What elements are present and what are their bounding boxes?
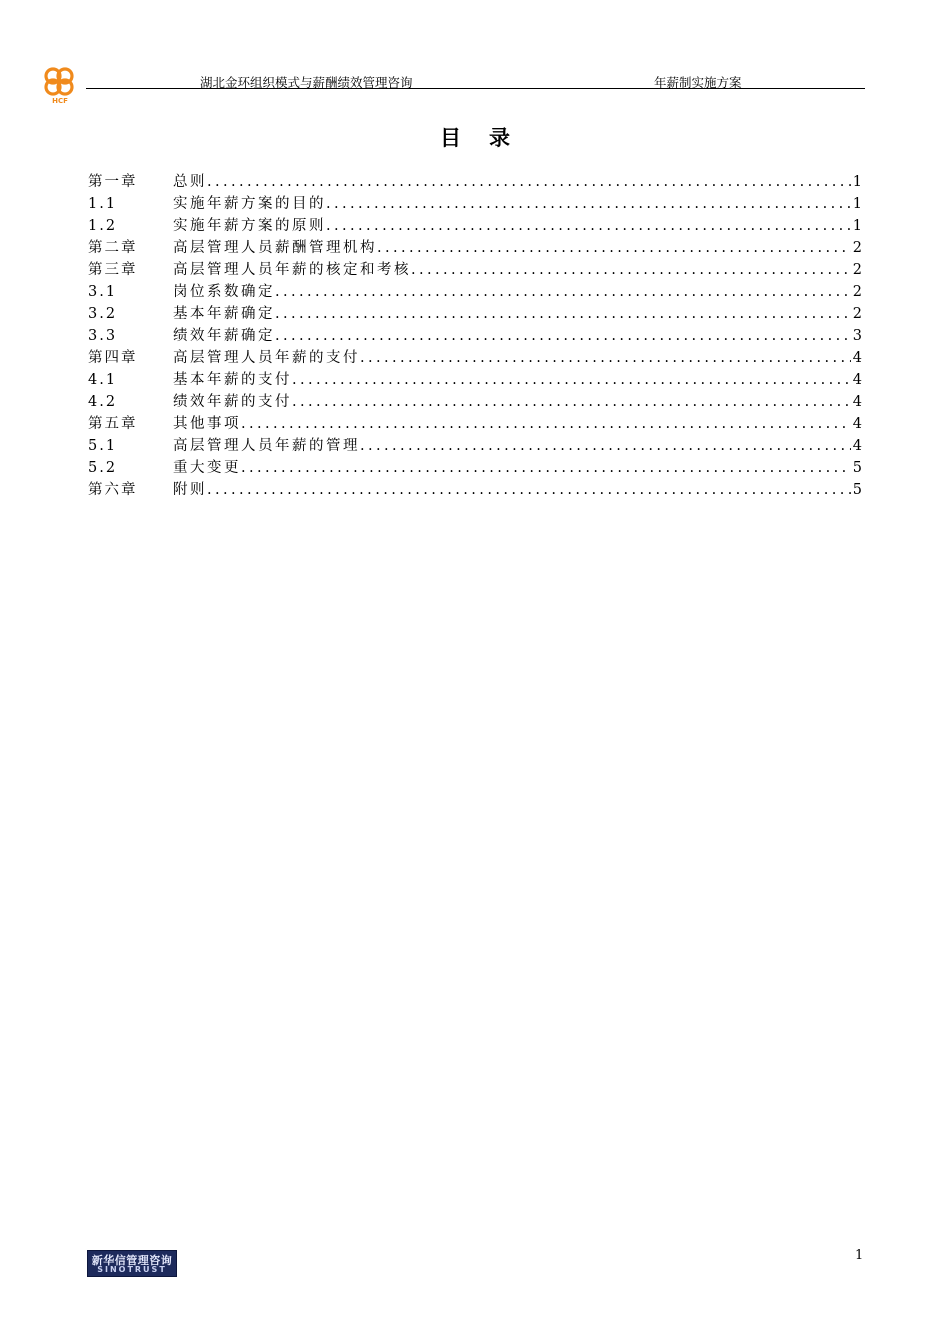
toc-dot-leader — [207, 479, 851, 501]
toc-entry[interactable] — [88, 369, 862, 391]
toc-entry[interactable] — [88, 347, 862, 369]
toc-entry-title: 重大变更 — [173, 460, 241, 476]
toc-entry-page: 4 — [852, 394, 862, 410]
toc-dot-leader — [275, 303, 851, 325]
toc-entry-number: 第四章 — [88, 350, 138, 366]
table-of-contents — [88, 171, 862, 501]
hcf-logo — [40, 66, 80, 106]
toc-entry-number: 第五章 — [88, 416, 138, 432]
toc-dot-leader — [275, 325, 851, 347]
toc-entry-number: 第三章 — [88, 262, 138, 278]
toc-entry[interactable] — [88, 325, 862, 347]
toc-entry-page: 2 — [852, 262, 862, 278]
toc-entry[interactable] — [88, 193, 862, 215]
toc-entry-number: 5.2 — [88, 460, 118, 476]
toc-entry-number: 第二章 — [88, 240, 138, 256]
toc-entry-page: 4 — [852, 416, 862, 432]
toc-dot-leader — [275, 281, 851, 303]
toc-entry-title: 绩效年薪确定 — [173, 328, 275, 344]
toc-entry[interactable] — [88, 215, 862, 237]
toc-entry-title: 高层管理人员年薪的支付 — [173, 350, 360, 366]
toc-entry-title: 实施年薪方案的原则 — [173, 218, 326, 234]
toc-entry-number: 3.3 — [88, 328, 118, 344]
toc-entry[interactable] — [88, 391, 862, 413]
toc-entry-number: 5.1 — [88, 438, 118, 454]
toc-title: 目录 — [440, 126, 538, 150]
toc-entry-number: 1.1 — [88, 196, 118, 212]
toc-entry-page: 1 — [852, 218, 862, 234]
toc-entry-page: 2 — [852, 284, 862, 300]
toc-entry-title: 总则 — [173, 174, 207, 190]
toc-entry-number: 第六章 — [88, 482, 138, 498]
toc-entry-number: 第一章 — [88, 174, 138, 190]
toc-dot-leader — [411, 259, 851, 281]
toc-entry[interactable] — [88, 259, 862, 281]
toc-entry-page: 2 — [852, 306, 862, 322]
toc-dot-leader — [241, 413, 851, 435]
sinotrust-logo — [87, 1250, 177, 1277]
logo-text: HCF — [52, 97, 68, 105]
toc-entry[interactable] — [88, 281, 862, 303]
toc-entry[interactable] — [88, 457, 862, 479]
header-document-title: 年薪制实施方案 — [654, 75, 742, 90]
toc-entry-page: 1 — [852, 196, 862, 212]
page-header — [40, 66, 865, 106]
toc-entry-number: 4.2 — [88, 394, 118, 410]
toc-entry-page: 1 — [852, 174, 862, 190]
toc-entry-page: 2 — [852, 240, 862, 256]
toc-entry-page: 4 — [852, 372, 862, 388]
toc-entry-title: 其他事项 — [173, 416, 241, 432]
toc-entry-title: 高层管理人员年薪的管理 — [173, 438, 360, 454]
toc-entry-title: 高层管理人员年薪的核定和考核 — [173, 262, 411, 278]
toc-entry-title: 高层管理人员薪酬管理机构 — [173, 240, 377, 256]
toc-dot-leader — [326, 215, 851, 237]
header-rule — [86, 88, 865, 89]
toc-entry[interactable] — [88, 303, 862, 325]
toc-entry-page: 3 — [852, 328, 862, 344]
toc-dot-leader — [241, 457, 851, 479]
toc-entry-number: 3.1 — [88, 284, 118, 300]
toc-entry-number: 1.2 — [88, 218, 118, 234]
toc-dot-leader — [360, 435, 851, 457]
header-company-title: 湖北金环组织模式与薪酬绩效管理咨询 — [200, 75, 413, 90]
toc-entry-title: 实施年薪方案的目的 — [173, 196, 326, 212]
toc-entry-page: 5 — [852, 460, 862, 476]
toc-entry-page: 4 — [852, 438, 862, 454]
toc-dot-leader — [360, 347, 851, 369]
toc-entry-title: 岗位系数确定 — [173, 284, 275, 300]
toc-entry-title: 基本年薪的支付 — [173, 372, 292, 388]
toc-entry-number: 4.1 — [88, 372, 118, 388]
toc-entry-page: 5 — [852, 482, 862, 498]
toc-entry[interactable] — [88, 237, 862, 259]
toc-entry-title: 基本年薪确定 — [173, 306, 275, 322]
toc-entry[interactable] — [88, 413, 862, 435]
footer-logo-en: SINOTRUST — [97, 1265, 167, 1274]
page-number: 1 — [855, 1248, 864, 1263]
toc-entry-title: 绩效年薪的支付 — [173, 394, 292, 410]
toc-entry-page: 4 — [852, 350, 862, 366]
toc-dot-leader — [292, 391, 851, 413]
toc-entry-number: 3.2 — [88, 306, 118, 322]
toc-dot-leader — [326, 193, 851, 215]
toc-entry[interactable] — [88, 435, 862, 457]
toc-dot-leader — [377, 237, 851, 259]
toc-entry[interactable] — [88, 479, 862, 501]
toc-entry[interactable] — [88, 171, 862, 193]
toc-dot-leader — [292, 369, 851, 391]
footer-logo-cn: 新华信管理咨询 — [91, 1254, 173, 1267]
toc-entry-title: 附则 — [173, 482, 207, 498]
toc-dot-leader — [207, 171, 851, 193]
